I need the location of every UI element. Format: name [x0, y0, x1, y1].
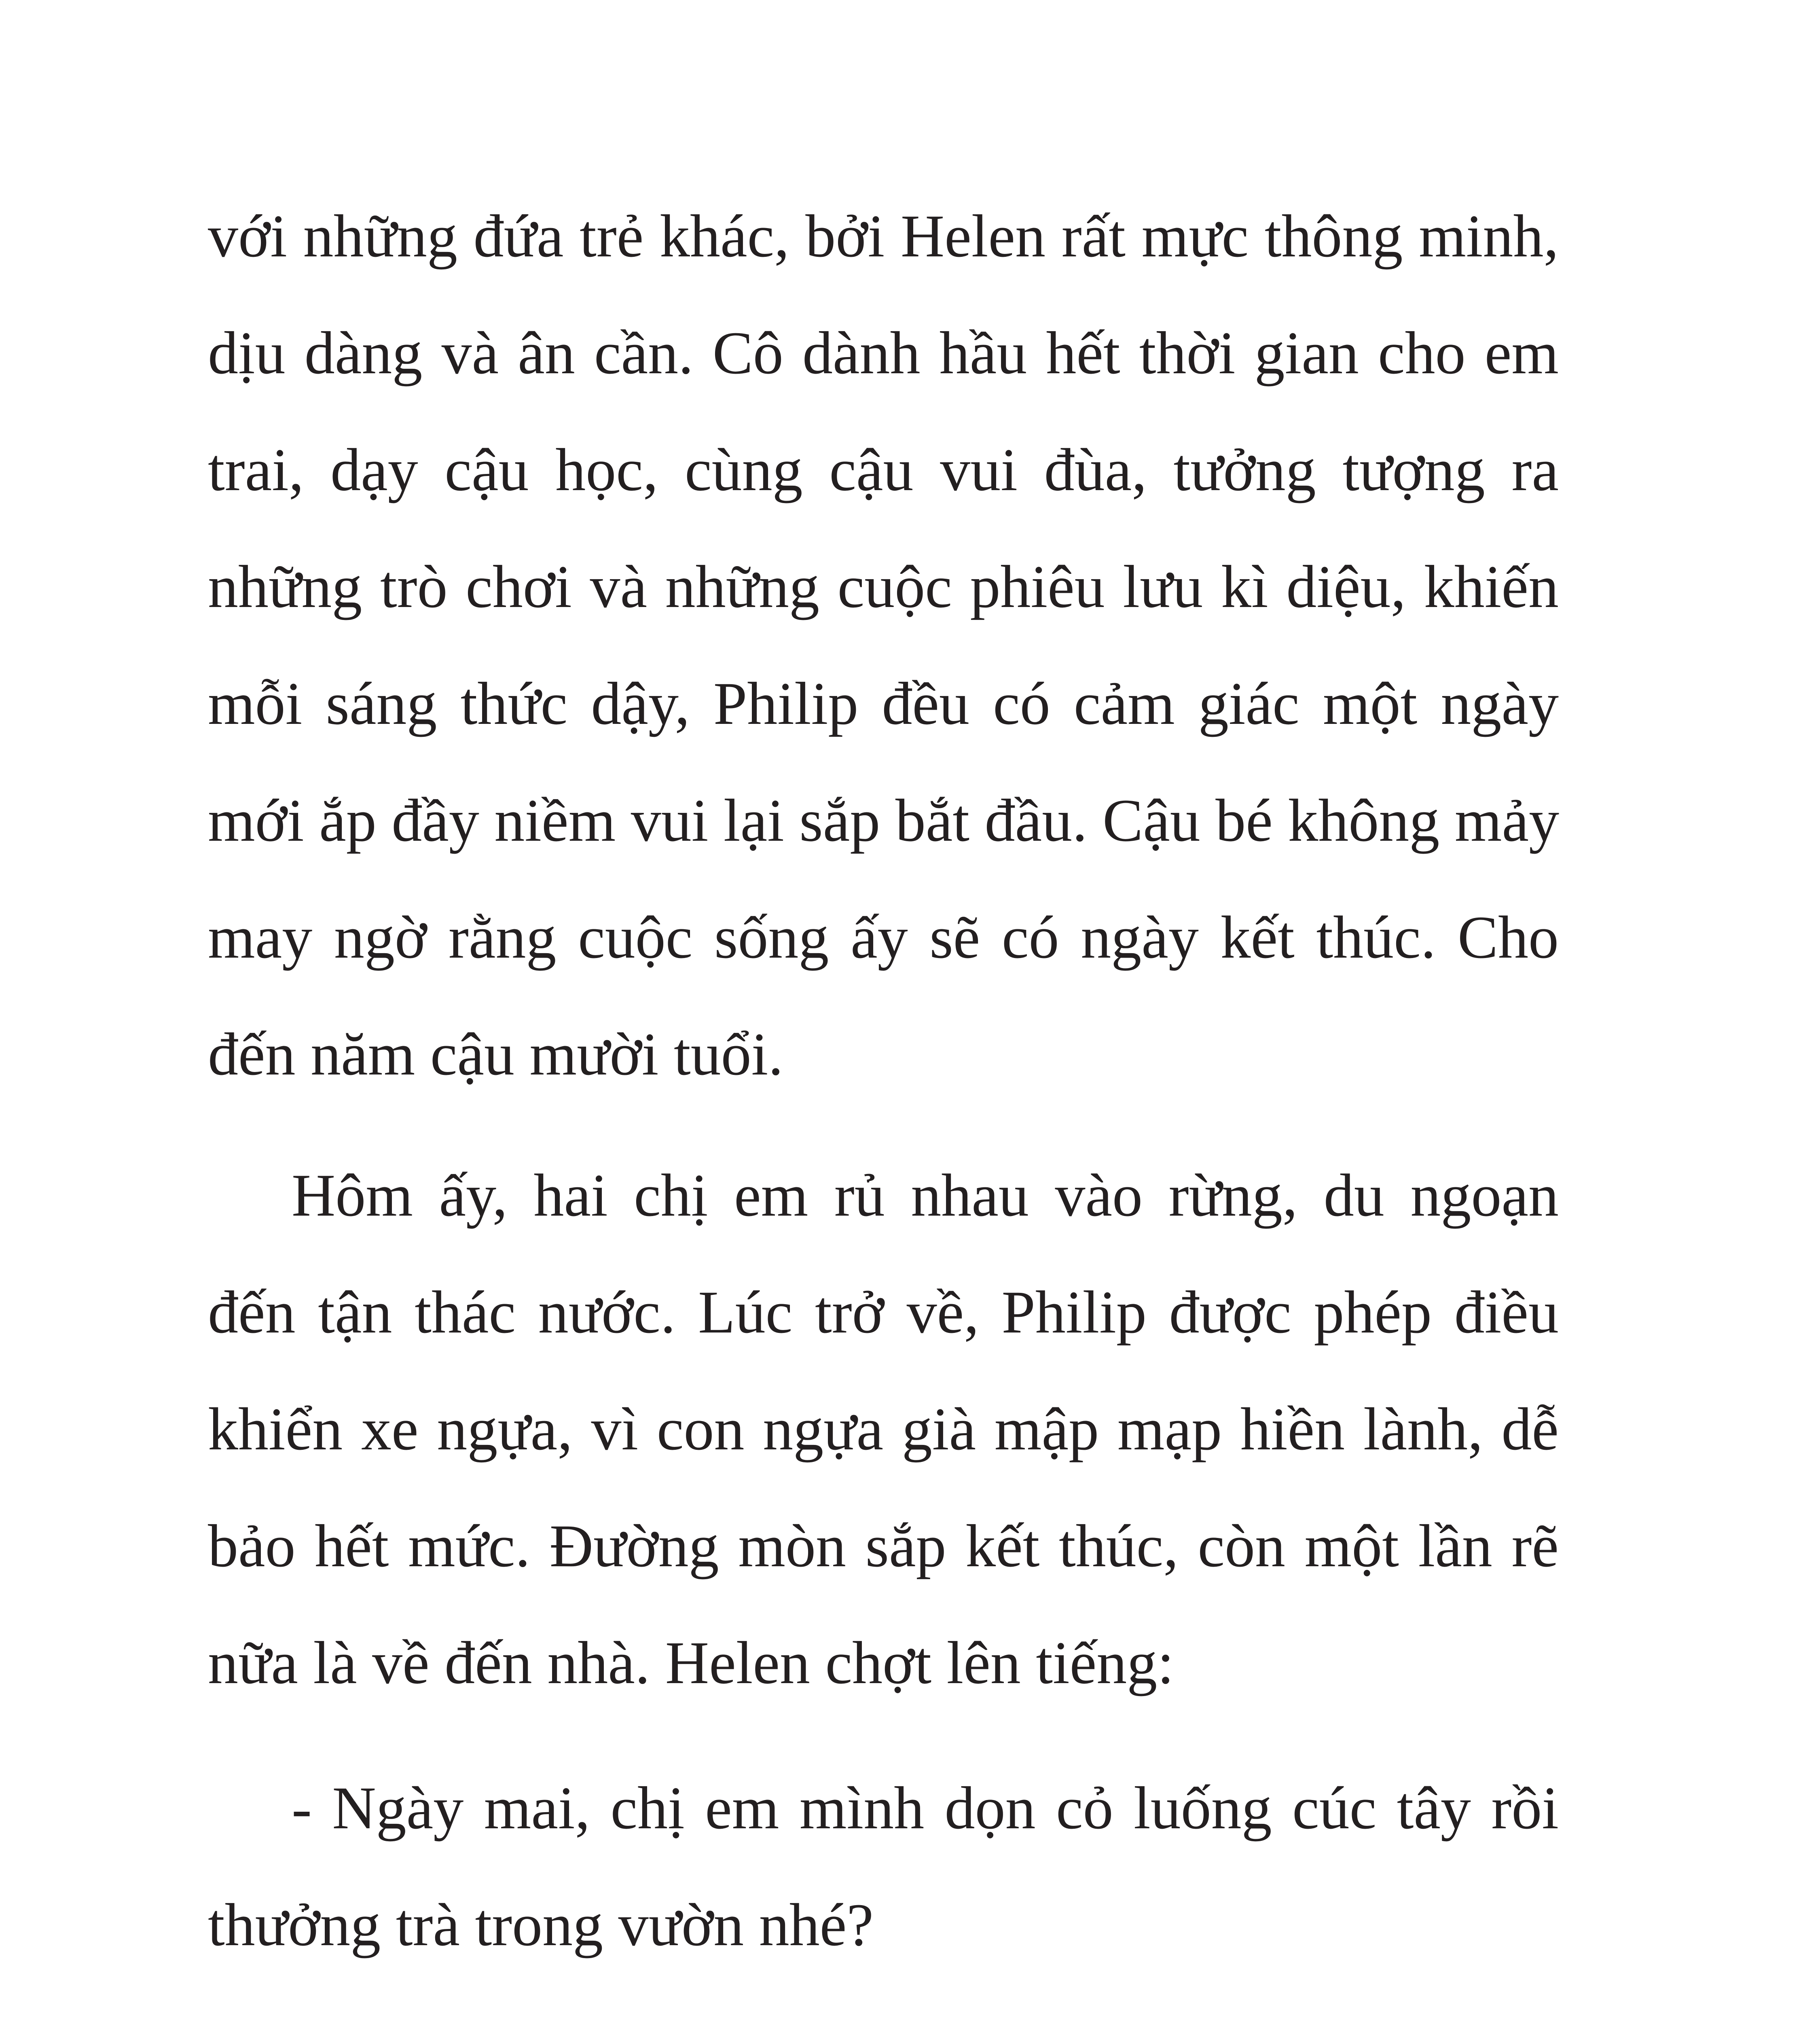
text-line: nữa là về đến nhà. Helen chợt lên tiếng:	[208, 1629, 1174, 1696]
paragraph	[208, 178, 1559, 1113]
text-line: với những đứa trẻ khác, bởi Helen rất mực thông minh,	[208, 203, 1559, 270]
text-line: mỗi sáng thức dậy, Philip đều có cảm giác một ngày	[208, 670, 1559, 737]
text-line: khiển xe ngựa, vì con ngựa già mập mạp hiền lành, dễ	[208, 1396, 1559, 1463]
dialogue-paragraph	[208, 2012, 1559, 2022]
text-line: thưởng trà trong vườn nhé?	[208, 1891, 874, 1959]
text-line: - Ngày mai, chị em mình dọn cỏ luống cúc tây rồi	[292, 1775, 1559, 1842]
body-text	[208, 178, 1559, 2022]
text-line: dịu dàng và ân cần. Cô dành hầu hết thời gian cho em	[208, 319, 1559, 387]
text-line: may ngờ rằng cuộc sống ấy sẽ có ngày kết thúc. Cho	[208, 904, 1559, 971]
dialogue-paragraph	[208, 1750, 1559, 1984]
text-line: Hôm ấy, hai chị em rủ nhau vào rừng, du ngoạn	[292, 1162, 1559, 1229]
text-line: đến tận thác nước. Lúc trở về, Philip được phép điều	[208, 1279, 1559, 1346]
text-line	[208, 2012, 1559, 2022]
paragraph	[208, 1137, 1559, 1722]
text-line: mới ắp đầy niềm vui lại sắp bắt đầu. Cậu bé không mảy	[208, 787, 1560, 854]
text-line: trai, dạy cậu học, cùng cậu vui đùa, tưởng tượng ra	[208, 436, 1559, 503]
text-line: bảo hết mức. Đường mòn sắp kết thúc, còn một lần rẽ	[208, 1512, 1559, 1580]
text-line: đến năm cậu mười tuổi.	[208, 1021, 783, 1088]
text-line: những trò chơi và những cuộc phiêu lưu kì diệu, khiến	[208, 553, 1559, 620]
